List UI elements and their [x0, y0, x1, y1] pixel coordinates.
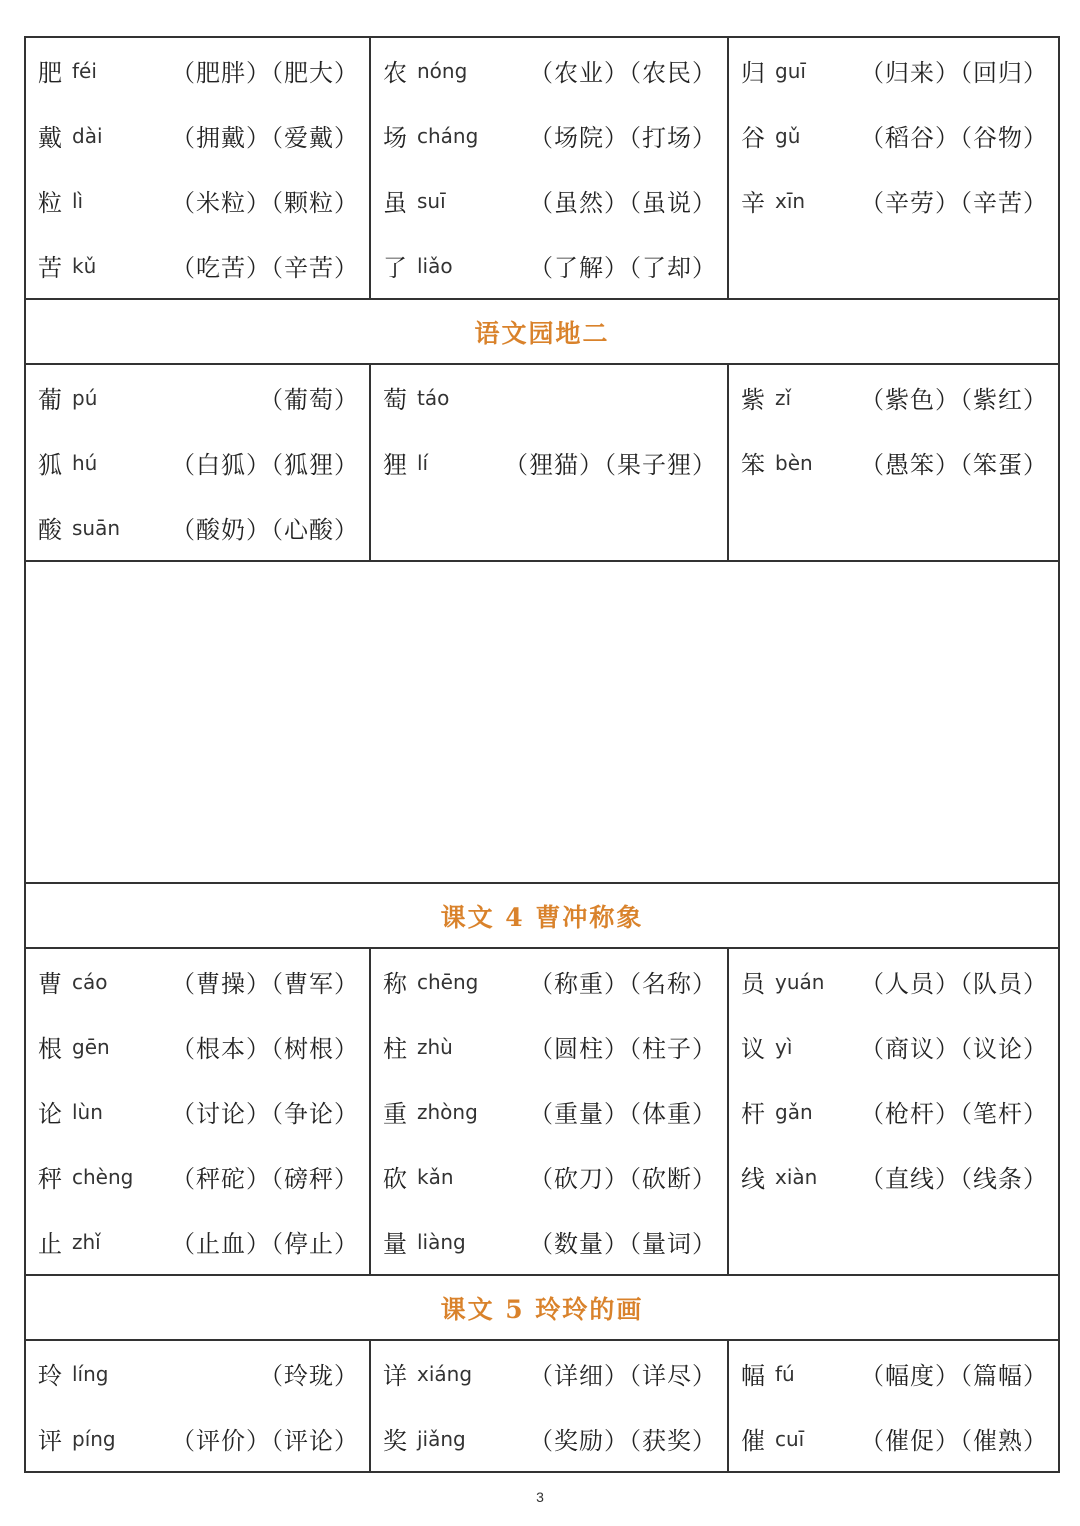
vocab-pinyin: zhòng [417, 1099, 478, 1124]
vocab-char: 玲 [38, 1362, 62, 1390]
vocab-entry [741, 168, 1048, 233]
vocab-entry [383, 168, 717, 233]
vocab-char: 苦 [38, 254, 62, 282]
vocab-pinyin: dài [72, 123, 103, 148]
vocab-entry [741, 365, 1048, 430]
vocab-pinyin: píng [72, 1426, 116, 1451]
vocab-words: （幅度）（篇幅） [860, 1362, 1048, 1390]
vocab-block-yuwen [24, 365, 1060, 562]
vocab-entry [38, 1209, 359, 1274]
vocab-pinyin: chēng [417, 969, 479, 994]
page-number: 3 [536, 1489, 544, 1505]
vocab-char: 戴 [38, 124, 62, 152]
vocab-entry [383, 430, 717, 495]
vocab-words: （吃苦）（辛苦） [171, 254, 359, 282]
vocab-words: （稻谷）（谷物） [860, 124, 1048, 152]
vocab-words: （砍刀）（砍断） [529, 1165, 717, 1193]
vocab-words: （数量）（量词） [529, 1230, 717, 1258]
vocab-column [371, 1341, 729, 1471]
vocab-char: 曹 [38, 970, 62, 998]
vocab-words: （辛劳）（辛苦） [860, 189, 1048, 217]
vocab-words: （详细）（详尽） [529, 1362, 717, 1390]
vocab-words: （紫色）（紫红） [860, 386, 1048, 414]
vocab-char: 议 [741, 1035, 765, 1063]
vocab-entry [383, 1079, 717, 1144]
vocab-words: （催促）（催熟） [860, 1427, 1048, 1455]
vocab-pinyin: lì [72, 188, 84, 213]
vocab-column [729, 949, 1058, 1274]
vocab-words: （止血）（停止） [171, 1230, 359, 1258]
vocab-entry [38, 1079, 359, 1144]
vocab-char: 农 [383, 59, 407, 87]
vocab-entry [38, 495, 359, 560]
vocab-words: （肥胖）（肥大） [171, 59, 359, 87]
vocab-column [729, 1341, 1058, 1471]
vocab-words: （虽然）（虽说） [529, 189, 717, 217]
vocab-char: 辛 [741, 189, 765, 217]
vocab-entry [38, 430, 359, 495]
vocab-pinyin: cuī [775, 1426, 805, 1451]
vocab-char: 萄 [383, 386, 407, 414]
vocab-entry [741, 949, 1048, 1014]
vocab-words: （葡萄） [259, 386, 359, 414]
vocab-char: 奖 [383, 1427, 407, 1455]
blank-area [24, 562, 1060, 884]
vocab-entry [38, 365, 359, 430]
vocab-words: （场院）（打场） [529, 124, 717, 152]
vocab-pinyin: bèn [775, 450, 813, 475]
vocab-pinyin: yì [775, 1034, 793, 1059]
vocab-pinyin: nóng [417, 58, 468, 83]
vocab-words: （曹操）（曹军） [171, 970, 359, 998]
vocab-entry [741, 233, 1048, 298]
vocab-words: （狸猫）（果子狸） [504, 451, 717, 479]
vocab-char: 论 [38, 1100, 62, 1128]
vocab-char: 幅 [741, 1362, 765, 1390]
vocab-char: 称 [383, 970, 407, 998]
vocab-block-lesson4 [24, 949, 1060, 1276]
vocab-entry [383, 365, 717, 430]
vocab-words: （米粒）（颗粒） [171, 189, 359, 217]
vocab-entry [38, 168, 359, 233]
section-title: 课文 4 曹冲称象 [24, 884, 1060, 949]
vocab-char: 止 [38, 1230, 62, 1258]
vocab-entry [383, 1144, 717, 1209]
vocab-char: 狐 [38, 451, 62, 479]
vocab-words: （酸奶）（心酸） [171, 516, 359, 544]
vocab-char: 量 [383, 1230, 407, 1258]
vocab-entry [38, 1144, 359, 1209]
vocab-column [729, 365, 1058, 560]
vocab-entry [38, 233, 359, 298]
vocab-entry [741, 38, 1048, 103]
vocab-entry [741, 1209, 1048, 1274]
vocab-entry [38, 103, 359, 168]
vocab-char: 评 [38, 1427, 62, 1455]
vocab-entry [741, 1014, 1048, 1079]
vocab-entry [741, 430, 1048, 495]
vocab-char: 虽 [383, 189, 407, 217]
vocab-words: （了解）（了却） [529, 254, 717, 282]
vocab-column [729, 38, 1058, 298]
vocab-pinyin: xiáng [417, 1361, 473, 1386]
vocab-char: 员 [741, 970, 765, 998]
vocab-pinyin: pú [72, 385, 98, 410]
vocab-words: （重量）（体重） [529, 1100, 717, 1128]
section-title: 语文园地二 [24, 300, 1060, 365]
vocab-column [26, 949, 371, 1274]
vocab-pinyin: táo [417, 385, 450, 410]
vocab-char: 葡 [38, 386, 62, 414]
vocab-pinyin: lùn [72, 1099, 103, 1124]
vocab-pinyin: líng [72, 1361, 109, 1386]
vocab-words: （白狐）（狐狸） [171, 451, 359, 479]
vocab-entry [741, 1144, 1048, 1209]
vocab-entry [741, 495, 1048, 560]
vocab-char: 粒 [38, 189, 62, 217]
vocab-entry [383, 103, 717, 168]
vocab-pinyin: kǔ [72, 253, 97, 278]
vocab-words: （评价）（评论） [171, 1427, 359, 1455]
vocab-entry [383, 38, 717, 103]
vocab-words: （讨论）（争论） [171, 1100, 359, 1128]
vocab-words: （归来）（回归） [860, 59, 1048, 87]
vocab-entry [383, 233, 717, 298]
vocab-words: （称重）（名称） [529, 970, 717, 998]
vocab-pinyin: jiǎng [417, 1426, 466, 1451]
vocab-words: （玲珑） [259, 1362, 359, 1390]
vocab-char: 根 [38, 1035, 62, 1063]
vocab-entry [741, 103, 1048, 168]
vocab-entry [38, 1406, 359, 1471]
vocab-words: （农业）（农民） [529, 59, 717, 87]
vocab-char: 场 [383, 124, 407, 152]
vocab-pinyin: cháng [417, 123, 479, 148]
vocab-pinyin: gǔ [775, 123, 801, 148]
vocab-entry [383, 495, 717, 560]
vocab-pinyin: liǎo [417, 253, 453, 278]
vocab-char: 了 [383, 254, 407, 282]
vocab-char: 归 [741, 59, 765, 87]
vocab-pinyin: suān [72, 515, 121, 540]
vocab-char: 杆 [741, 1100, 765, 1128]
vocab-column [371, 38, 729, 298]
vocab-char: 笨 [741, 451, 765, 479]
vocab-words: （枪杆）（笔杆） [860, 1100, 1048, 1128]
vocab-entry [741, 1079, 1048, 1144]
vocab-block-lesson5 [24, 1341, 1060, 1473]
vocab-pinyin: zhǐ [72, 1229, 101, 1254]
vocab-pinyin: liàng [417, 1229, 466, 1254]
vocab-char: 砍 [383, 1165, 407, 1193]
vocab-sheet [24, 36, 1060, 1473]
vocab-entry [383, 1341, 717, 1406]
section-title: 课文 5 玲玲的画 [24, 1276, 1060, 1341]
vocab-char: 线 [741, 1165, 765, 1193]
vocab-entry [38, 38, 359, 103]
vocab-char: 详 [383, 1362, 407, 1390]
vocab-entry [38, 1014, 359, 1079]
vocab-pinyin: lí [417, 450, 429, 475]
vocab-pinyin: xīn [775, 188, 806, 213]
vocab-entry [383, 949, 717, 1014]
vocab-entry [741, 1341, 1048, 1406]
vocab-pinyin: yuán [775, 969, 825, 994]
vocab-words: （商议）（议论） [860, 1035, 1048, 1063]
vocab-pinyin: gǎn [775, 1099, 813, 1124]
vocab-pinyin: féi [72, 58, 97, 83]
vocab-pinyin: guī [775, 58, 806, 83]
vocab-char: 肥 [38, 59, 62, 87]
vocab-entry [383, 1406, 717, 1471]
vocab-words: （拥戴）（爱戴） [171, 124, 359, 152]
vocab-words: （直线）（线条） [860, 1165, 1048, 1193]
vocab-column [371, 365, 729, 560]
vocab-pinyin: cáo [72, 969, 108, 994]
vocab-words: （秤砣）（磅秤） [171, 1165, 359, 1193]
vocab-words: （愚笨）（笨蛋） [860, 451, 1048, 479]
vocab-words: （奖励）（获奖） [529, 1427, 717, 1455]
vocab-char: 谷 [741, 124, 765, 152]
vocab-entry [741, 1406, 1048, 1471]
vocab-pinyin: zǐ [775, 385, 792, 410]
vocab-char: 柱 [383, 1035, 407, 1063]
vocab-entry [38, 949, 359, 1014]
vocab-words: （圆柱）（柱子） [529, 1035, 717, 1063]
vocab-pinyin: fú [775, 1361, 795, 1386]
vocab-char: 狸 [383, 451, 407, 479]
vocab-pinyin: gēn [72, 1034, 110, 1059]
vocab-words: （根本）（树根） [171, 1035, 359, 1063]
vocab-pinyin: suī [417, 188, 446, 213]
vocab-pinyin: hú [72, 450, 98, 475]
vocab-char: 重 [383, 1100, 407, 1128]
vocab-entry [38, 1341, 359, 1406]
vocab-char: 酸 [38, 516, 62, 544]
vocab-pinyin: kǎn [417, 1164, 454, 1189]
vocab-char: 催 [741, 1427, 765, 1455]
vocab-char: 紫 [741, 386, 765, 414]
vocab-words: （人员）（队员） [860, 970, 1048, 998]
vocab-char: 秤 [38, 1165, 62, 1193]
vocab-pinyin: xiàn [775, 1164, 818, 1189]
vocab-entry [383, 1014, 717, 1079]
vocab-column [26, 1341, 371, 1471]
vocab-column [26, 365, 371, 560]
vocab-pinyin: zhù [417, 1034, 453, 1059]
vocab-pinyin: chèng [72, 1164, 134, 1189]
vocab-column [26, 38, 371, 298]
vocab-entry [383, 1209, 717, 1274]
vocab-column [371, 949, 729, 1274]
vocab-block-top [24, 36, 1060, 300]
